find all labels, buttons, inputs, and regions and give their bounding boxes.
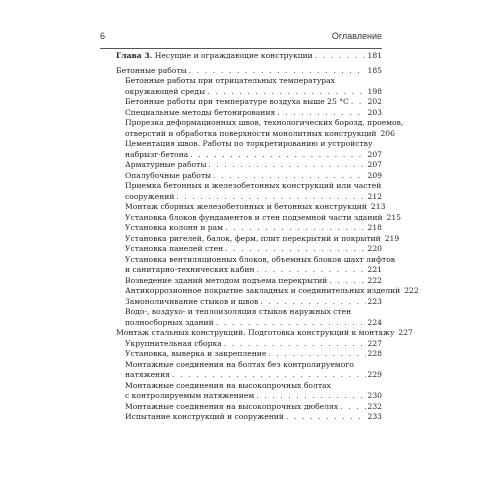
dot-leader [207, 87, 365, 98]
toc-entry[interactable] [116, 139, 382, 160]
toc-entry[interactable] [116, 76, 382, 97]
toc-page-number: 202 [367, 97, 382, 106]
toc-entry-text: Цементация швов. Работы по торкретированию и устройству [125, 139, 373, 148]
toc-entry[interactable] [116, 339, 382, 350]
toc-entry-text: Установка блоков фундаментов и стен подземной части зданий [125, 212, 383, 222]
toc-page-number: 185 [367, 65, 382, 75]
toc-page-number: 222 [404, 286, 419, 295]
toc-page-number: 232 [367, 401, 382, 411]
table-of-contents [116, 51, 419, 423]
toc-page-number: 227 [367, 338, 382, 348]
toc-entry-text: с контролируемым натяжением [125, 391, 255, 400]
toc-entry[interactable] [116, 297, 382, 308]
toc-entry-text: Установка панелей стен [125, 244, 224, 253]
toc-entry-text: и санитарно-технических кабин [125, 265, 255, 274]
toc-entry-text: Установка вентиляционных блоков, объемных блоков шахт лифтов [125, 254, 396, 264]
dot-leader [213, 171, 365, 182]
toc-entry-text: Водо-, воздухо- и теплоизоляция стыков наружных стен [125, 307, 352, 316]
dot-leader [286, 412, 366, 423]
toc-entry[interactable] [116, 307, 382, 328]
toc-entry-text: Антикоррозионное покрытие закладных и соединительных изделий [125, 286, 401, 295]
toc-entry-text: Монтажные соединения на болтах без контролируемого [125, 359, 354, 369]
toc-entry-text: полносборных зданий [125, 317, 214, 327]
dot-leader [224, 339, 366, 350]
toc-entry-text: набрызг-бетона [125, 149, 189, 159]
toc-entry[interactable] [116, 412, 382, 423]
toc-entry[interactable] [116, 108, 382, 119]
toc-entry[interactable] [116, 181, 382, 202]
toc-page-number: 203 [367, 107, 382, 117]
toc-entry[interactable] [116, 97, 382, 108]
dot-leader [176, 192, 365, 203]
toc-entry[interactable] [116, 171, 382, 182]
toc-entry-text: Монтажные соединения на высокопрочных болтах [125, 380, 331, 390]
toc-page-number: 228 [367, 349, 382, 358]
toc-page-number: 229 [367, 370, 382, 379]
dot-leader [256, 391, 365, 402]
dot-leader [257, 265, 366, 276]
dot-leader [260, 297, 365, 308]
page-number: 6 [100, 31, 106, 41]
dot-leader [172, 370, 366, 381]
toc-entry-text: Укрупнительная сборка [125, 338, 222, 348]
dot-leader [277, 108, 365, 119]
toc-entry[interactable] [116, 286, 419, 297]
toc-page-number: 213 [370, 202, 386, 211]
toc-entry[interactable] [116, 276, 382, 287]
toc-entry[interactable] [116, 349, 382, 360]
toc-entry[interactable] [116, 360, 382, 381]
toc-entry-text: отверстий и обработка поверхности монолитных конструкций [125, 128, 377, 138]
toc-entry-text: Установка, выверка и закрепление [125, 349, 267, 358]
toc-entry-text: окружающей среды [125, 86, 206, 96]
toc-page-number: 220 [367, 244, 382, 253]
toc-page-number: 219 [384, 233, 400, 243]
dot-leader [189, 66, 366, 77]
toc-page-number: 215 [386, 212, 402, 222]
dot-leader [190, 150, 365, 161]
toc-entry-text: Возведение зданий методом подъема перекрытий [125, 275, 328, 285]
toc-page-number: 181 [367, 51, 382, 60]
dot-leader [351, 97, 366, 108]
toc-entry-text: Приемка бетонных и железобетонных конструкций или частей [125, 181, 382, 190]
toc-entry-text: Монтаж сборных железобетонных и бетонных конструкций [125, 202, 367, 211]
toc-page-number: 209 [367, 170, 382, 180]
toc-entry-text: Установка колонн и рам [125, 223, 224, 232]
toc-page-number: 207 [367, 149, 382, 159]
toc-entry-text: Монтажные соединения на высокопрочных дюбелях [125, 401, 339, 411]
dot-leader [225, 223, 365, 234]
dot-leader [225, 244, 365, 255]
toc-entry-text: Замоноличивание стыков и швов [125, 296, 259, 306]
toc-page-number: 224 [367, 317, 382, 327]
toc-entry[interactable] [116, 233, 400, 245]
toc-page-number: 206 [380, 128, 395, 138]
toc-page-number: 198 [367, 86, 382, 96]
dot-leader [329, 276, 365, 287]
dot-leader [268, 349, 365, 360]
running-title: Оглавление [331, 31, 382, 41]
toc-page-number: 218 [367, 223, 382, 232]
toc-entry-text: Монтаж стальных конструкций. Подготовка конструкций к монтажу [116, 328, 395, 337]
toc-page-number: 227 [398, 328, 413, 337]
toc-entry[interactable] [116, 118, 404, 139]
toc-page-number: 233 [367, 412, 382, 421]
toc-entry-text: Бетонные работы при температуре воздуха выше 25 °С [125, 97, 349, 106]
dot-leader [340, 402, 365, 413]
toc-entry[interactable] [116, 254, 396, 276]
toc-entry[interactable] [116, 402, 382, 413]
toc-entry[interactable] [116, 244, 382, 255]
toc-entry[interactable] [116, 381, 382, 402]
dot-leader [208, 160, 365, 171]
toc-page-number: 212 [367, 191, 382, 201]
toc-entry[interactable] [116, 51, 382, 62]
toc-entry-text: Прорезка деформационных швов, технологических борозд, проемов, [125, 118, 404, 127]
toc-entry-text: Специальные методы бетонирования [125, 107, 276, 117]
toc-entry[interactable] [116, 160, 382, 171]
toc-entry-text: Глава 3. Несущие и ограждающие конструкции [116, 51, 313, 60]
toc-entry-text: натяжения [125, 370, 170, 379]
dot-leader [216, 318, 366, 329]
toc-page-number: 230 [367, 391, 382, 400]
toc-entry[interactable] [116, 202, 386, 213]
toc-entry-text: Бетонные работы при отрицательных температурах [125, 76, 335, 85]
dot-leader [315, 51, 366, 62]
toc-entry-text: Установка ригелей, балок, ферм, плит перекрытий и покрытий [125, 233, 381, 243]
toc-entry-text: Испытание конструкций и сооружений [125, 412, 284, 421]
toc-entry-text: Опалубочные работы [125, 170, 212, 180]
toc-entry[interactable] [116, 212, 402, 224]
toc-entry-text: Арматурные работы [125, 160, 207, 169]
toc-entry-text: Бетонные работы [116, 65, 187, 75]
toc-entry-text: сооружений [125, 191, 175, 201]
toc-entry[interactable] [116, 223, 382, 234]
toc-page-number: 222 [367, 275, 382, 285]
toc-page-number: 221 [367, 265, 382, 274]
running-header [100, 31, 382, 49]
toc-page-number: 207 [367, 160, 382, 169]
toc-entry[interactable] [116, 66, 382, 77]
toc-page-number: 223 [367, 296, 382, 306]
toc-entry[interactable] [116, 328, 413, 339]
